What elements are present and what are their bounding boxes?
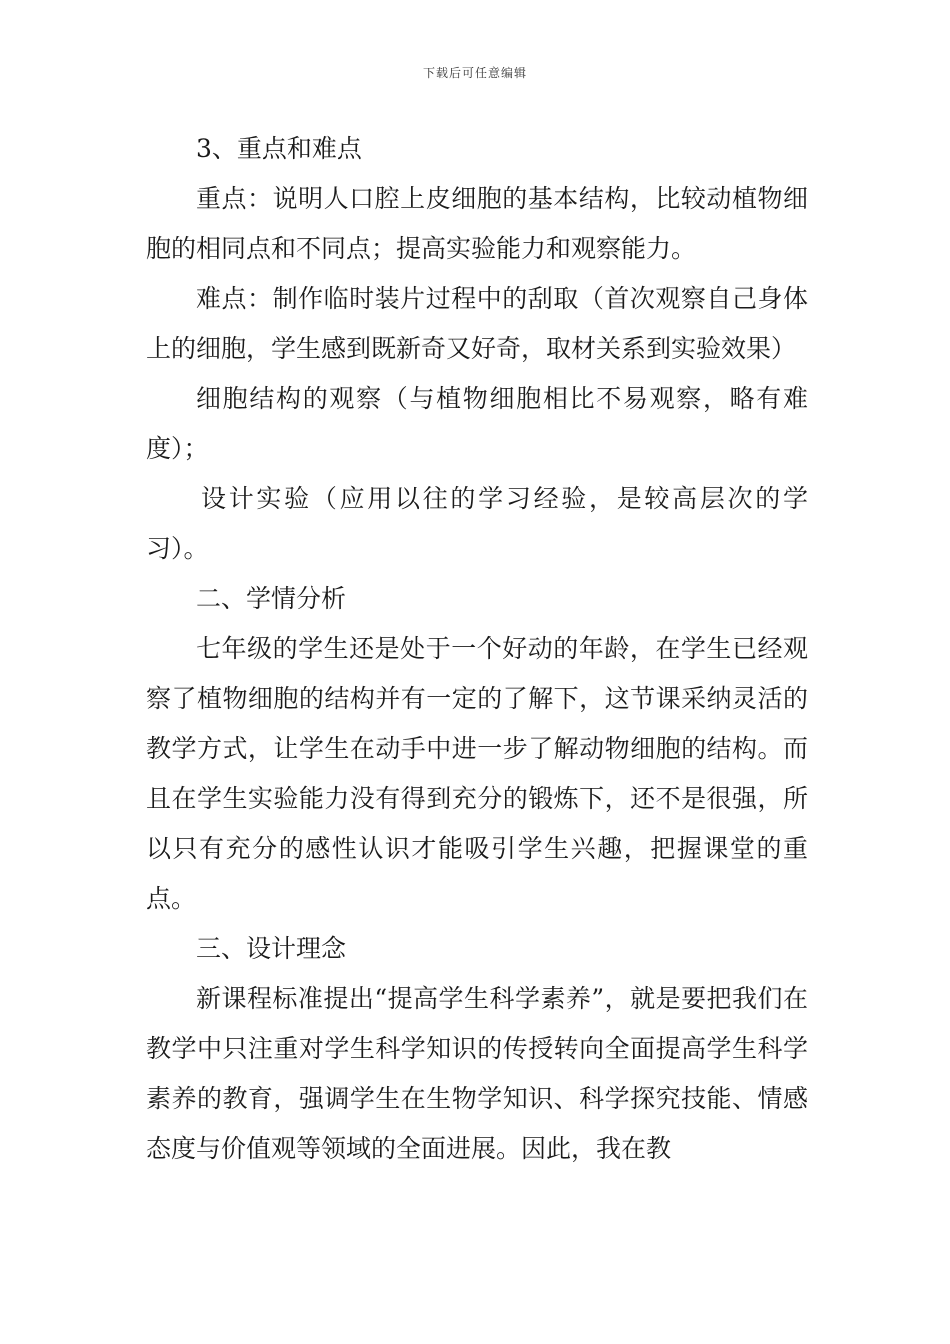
paragraph-design-concept: 新课程标准提出“提高学生科学素养”，就是要把我们在教学中只注重对学生科学知识的传授转向全面提高学生科学素养的教育，强调学生在生物学知识、科学探究技能、情感态度与价值观等领域的全面进展。因此，我在教 bbox=[146, 984, 808, 1163]
paragraph-student-analysis: 七年级的学生还是处于一个好动的年龄，在学生已经观察了植物细胞的结构并有一定的了解下，这节课采纳灵活的教学方式，让学生在动手中进一步了解动物细胞的结构。而且在学生实验能力没有得到充分的锻炼下，还不是很强，所以只有充分的感性认识才能吸引学生兴趣，把握课堂的重点。 bbox=[146, 634, 808, 913]
paragraph-key-points: 重点：说明人口腔上皮细胞的基本结构，比较动植物细胞的相同点和不同点；提高实验能力和观察能力。 bbox=[146, 184, 808, 263]
section-heading-student-analysis: 二、学情分析 bbox=[196, 584, 347, 613]
section-heading-key-points: 3、重点和难点 bbox=[196, 134, 362, 163]
paragraph-cell-observation: 细胞结构的观察（与植物细胞相比不易观察，略有难度）； bbox=[146, 384, 808, 463]
section-heading-design-concept: 三、设计理念 bbox=[196, 934, 347, 963]
paragraph-difficulties: 难点：制作临时装片过程中的刮取（首次观察自己身体上的细胞，学生感到既新奇又好奇，取材关系到实验效果） bbox=[146, 284, 808, 363]
paragraph-design-experiment: 设计实验（应用以往的学习经验，是较高层次的学习）。 bbox=[146, 484, 808, 563]
document-body bbox=[146, 124, 808, 1174]
page-header: 下载后可任意编辑 bbox=[422, 66, 527, 80]
